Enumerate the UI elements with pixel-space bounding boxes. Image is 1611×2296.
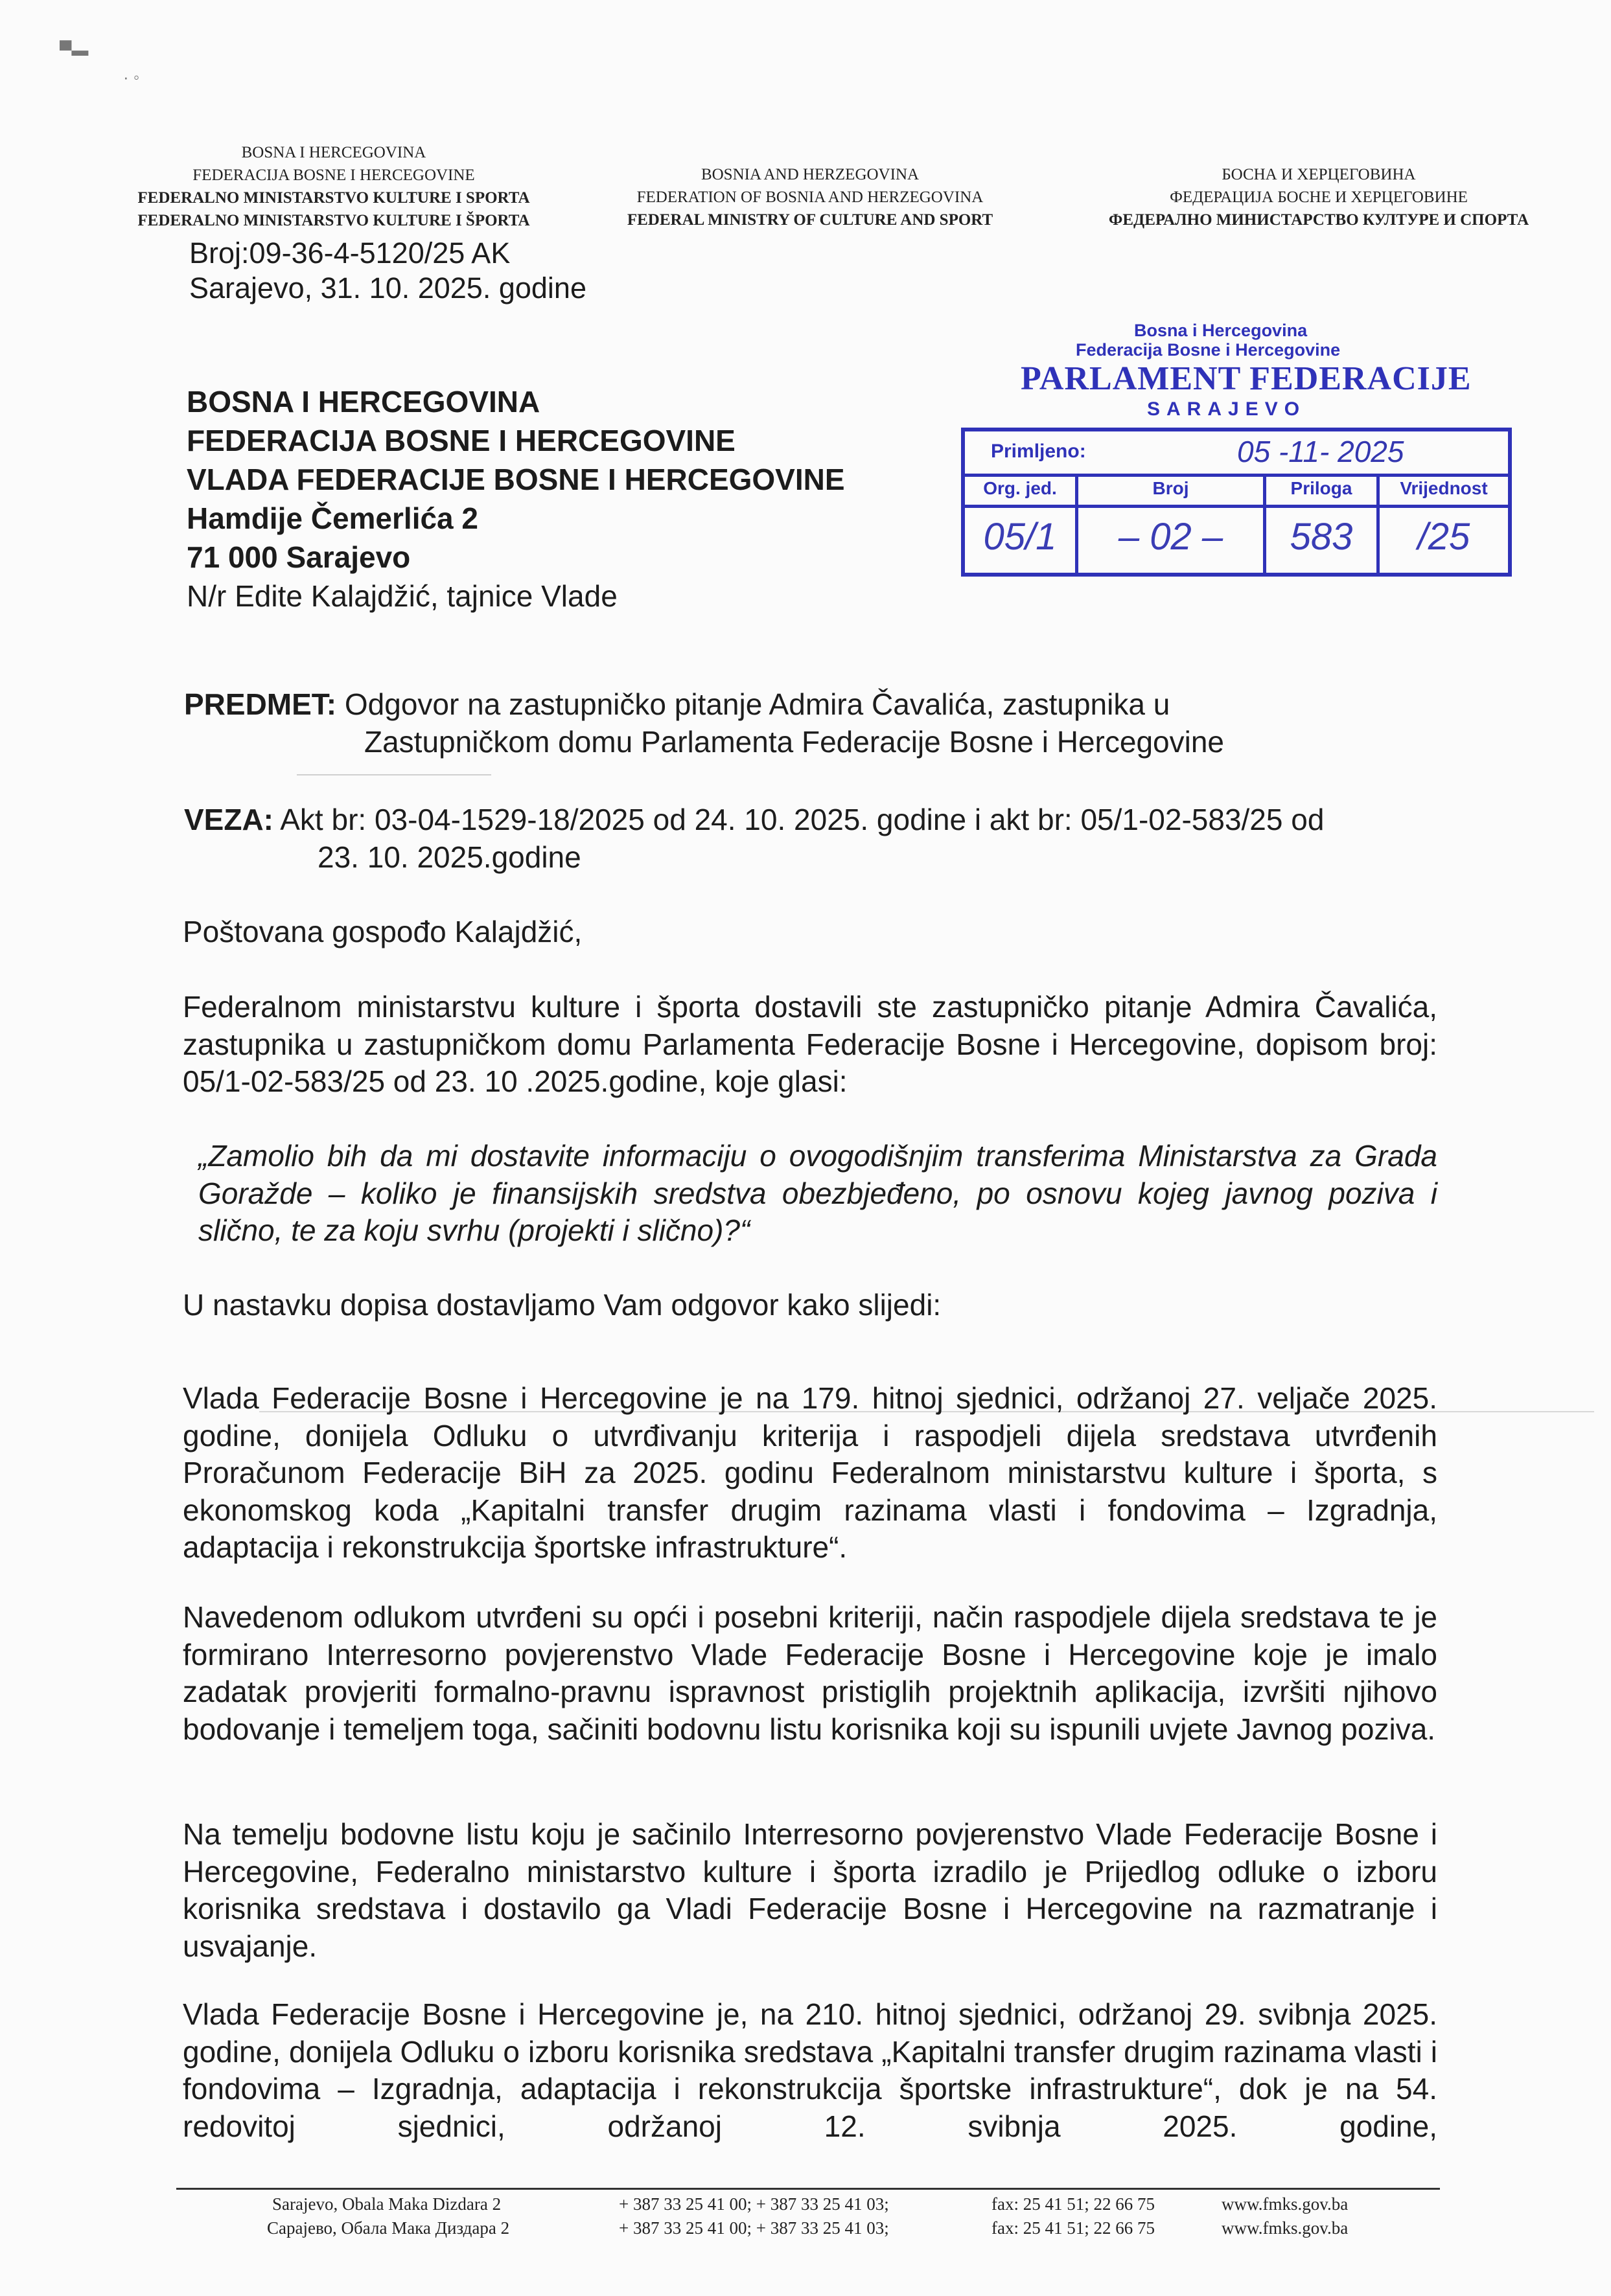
reference-place-date: Sarajevo, 31. 10. 2025. godine — [189, 271, 586, 304]
stamp-line: Federacija Bosne i Hercegovine — [1076, 340, 1341, 360]
stamp-val-priloga: 583 — [1266, 505, 1380, 573]
header-right-block — [1063, 163, 1575, 231]
recipient-line: BOSNA I HERCEGOVINA — [187, 385, 540, 419]
stamp-col-vrijednost: Vrijednost — [1400, 478, 1488, 498]
header-left-line: BOSNA I HERCEGOVINA — [241, 144, 426, 161]
scan-line — [297, 774, 491, 775]
link-label: VEZA: — [184, 803, 273, 836]
paragraph: U nastavku dopisa dostavljamo Vam odgovor kako slijedi: — [183, 1288, 942, 1322]
footer-address: Sarajevo, Obala Maka Dizdara 2 — [272, 2194, 502, 2214]
stamp-val-broj: – 02 – — [1078, 505, 1266, 573]
stamp-city: SARAJEVO — [1147, 398, 1306, 420]
paragraph: Na temelju bodovne listu koju je sačinilo Interresorno povjerenstvo Vlade Federacije Bosne i Hercegovine, Federalno ministarstvo kulture i športa izradilo je Prijedlog odluke o izboru korisnika sredstava i dostavilo ga Vladi Federacije Bosne i Hercegovine na razmatranje i usvajanje. — [183, 1817, 1437, 1963]
salutation: Poštovana gospođo Kalajdžić, — [183, 915, 583, 948]
recipient-line: VLADA FEDERACIJE BOSNE I HERCEGOVINE — [187, 463, 845, 496]
stamp-val-vrijednost: /25 — [1417, 516, 1470, 558]
reference-number: Broj:09-36-4-5120/25 AK — [189, 236, 511, 270]
scan-mark: ▀▬ — [60, 40, 89, 60]
stamp-title: PARLAMENT FEDERACIJE — [1021, 360, 1472, 397]
link-line: 23. 10. 2025.godine — [318, 840, 581, 874]
recipient-line: FEDERACIJA BOSNE I HERCEGOVINE — [187, 424, 736, 457]
link-line: Akt br: 03-04-1529-18/2025 od 24. 10. 2025. godine i akt br: 05/1-02-583/25 od — [280, 803, 1325, 836]
footer-address: Сарајево, Обала Мака Диздара 2 — [267, 2218, 510, 2238]
footer-phones: + 387 33 25 41 00; + 387 33 25 41 03; — [619, 2194, 889, 2214]
recipient-block — [187, 382, 845, 615]
header-middle-line: BOSNIA AND HERZEGOVINA — [701, 166, 920, 183]
stamp-value-row — [965, 505, 1508, 573]
header-middle-line: FEDERAL MINISTRY OF CULTURE AND SPORT — [627, 211, 993, 229]
subject-block — [184, 685, 1170, 723]
footer-phones: + 387 33 25 41 00; + 387 33 25 41 03; — [619, 2218, 889, 2238]
stamp-received-date: 05 -11- 2025 — [1237, 435, 1404, 468]
header-middle-block — [583, 163, 1037, 231]
header-left-line: FEDERALNO MINISTARSTVO KULTURE I SPORTA — [137, 189, 530, 207]
header-right-line: БОСНА И ХЕРЦЕГОВИНА — [1222, 166, 1416, 183]
stamp-table — [961, 428, 1512, 577]
footer-fax: fax: 25 41 51; 22 66 75 — [991, 2194, 1155, 2214]
header-left-line: FEDERALNO MINISTARSTVO KULTURE I ŠPORTA — [137, 212, 530, 229]
stamp-header-row — [965, 474, 1508, 508]
stamp-received-label: Primljeno: — [991, 441, 1086, 462]
footer-divider — [176, 2188, 1440, 2190]
recipient-line: Hamdije Čemerlića 2 — [187, 501, 479, 535]
recipient-attention: N/r Edite Kalajdžić, tajnice Vlade — [187, 579, 618, 613]
footer-website: www.fmks.gov.ba — [1222, 2194, 1349, 2214]
subject-line: Zastupničkom domu Parlamenta Federacije Bosne i Hercegovine — [364, 725, 1224, 759]
stamp-val-org: 05/1 — [965, 505, 1078, 573]
paragraph: Navedenom odlukom utvrđeni su opći i posebni kriteriji, način raspodjele dijela sredstava te je formirano Interresorno povjerenstvo Vlade Federacije Bosne i Hercegovine koje je imalo zadatak provjeriti formalno-pravnu ispravnost pristiglih projektnih aplikacija, izvršiti njihovo bodovanje i temeljem toga, sačiniti bodovnu listu korisnika koji su ispunili uvjete Javnog poziva. — [183, 1600, 1437, 1746]
quoted-question: „Zamolio bih da mi dostavite informaciju o ovogodišnjim transferima Ministarstva za Grada Goražde – koliko je finansijskih sredstva obezbjeđeno, po osnovu kojeg javnog poziva i slično, te za koju svrhu (projekti i slično)?“ — [198, 1139, 1437, 1247]
paragraph: Vlada Federacije Bosne i Hercegovine je na 179. hitnoj sjednici, održanoj 27. veljače 2025. godine, donijela Odluku o utvrđivanju kriterija i raspodjeli dijela sredstava utvrđenih Proračunom Federacije BiH za 2025. godinu Federalnom ministarstvu kulture i športa, s ekonomskog koda „Kapitalni transfer drugim razinama vlasti i fondovima – Izgradnja, adaptacija i rekonstrukcija športske infrastrukture“. — [183, 1381, 1437, 1564]
paragraph: Vlada Federacije Bosne i Hercegovine je, na 210. hitnoj sjednici, održanoj 29. svibnja 2025. godine, donijela Odluku o izboru korisnika sredstava „Kapitalni transfer drugim razinama vlasti i fondovima – Izgradnja, adaptacija i rekonstrukcija športske infrastrukture“, dok je na 54. redovitoj sjednici, održanoj 12. svibnja 2025. godine, — [183, 1997, 1437, 2143]
stamp-col-priloga: Priloga — [1266, 474, 1380, 505]
header-right-line: ФЕДЕРАЦИЈА БОСНЕ И ХЕРЦЕГОВИНЕ — [1170, 189, 1468, 206]
header-right-line: ФЕДЕРАЛНО МИНИСТАРСТВО КУЛТУРЕ И СПОРТА — [1108, 211, 1529, 229]
subject-line: Odgovor na zastupničko pitanje Admira Čavalića, zastupnika u — [344, 687, 1170, 721]
header-left-line: FEDERACIJA BOSNE I HERCEGOVINE — [192, 166, 475, 184]
stamp-col-org: Org. jed. — [965, 474, 1078, 505]
subject-label: PREDMET: — [184, 687, 337, 721]
stamp-line: Bosna i Hercegovina — [1134, 321, 1308, 340]
header-middle-line: FEDERATION OF BOSNIA AND HERZEGOVINA — [636, 189, 984, 206]
paragraph: Federalnom ministarstvu kulture i športa dostavili ste zastupničko pitanje Admira Čavalića, zastupnika u zastupničkom domu Parlamenta Federacije Bosne i Hercegovine, dopisom broj: 05/1-02-583/25 od 23. 10 .2025.godine, koje glasi: — [183, 990, 1437, 1098]
scan-mark: · ◦ — [123, 67, 140, 87]
footer-fax: fax: 25 41 51; 22 66 75 — [991, 2218, 1155, 2238]
stamp-col-broj: Broj — [1078, 474, 1266, 505]
link-block — [184, 801, 1324, 838]
recipient-line: 71 000 Sarajevo — [187, 540, 411, 574]
footer-website: www.fmks.gov.ba — [1222, 2218, 1349, 2238]
parliament-received-stamp — [959, 321, 1516, 583]
stamp-received-row — [965, 431, 1508, 477]
header-left-block — [97, 141, 570, 232]
